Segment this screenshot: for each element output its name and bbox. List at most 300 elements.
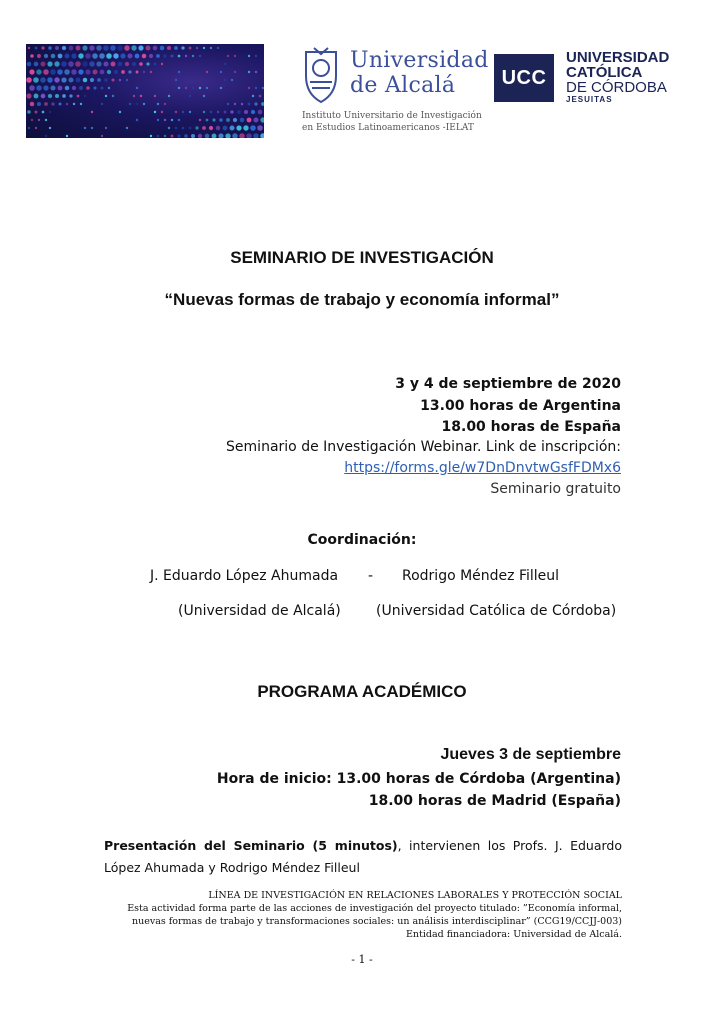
banner-dot <box>45 135 47 137</box>
banner-dot <box>203 111 205 113</box>
banner-dot <box>66 103 69 106</box>
banner-dot <box>124 45 130 51</box>
banner-dot <box>51 102 54 105</box>
banner-dot <box>89 61 94 66</box>
banner-dot <box>253 133 259 138</box>
banner-dot <box>168 127 170 129</box>
banner-dot <box>188 126 191 129</box>
banner-dot <box>248 55 250 57</box>
footer-line3: nuevas formas de trabajo y transformaciones sociales: un análisis interdisciplinar” (CCG19/CCJJ-003) <box>131 916 622 927</box>
banner-dot <box>101 103 103 105</box>
banner-dot <box>210 111 212 113</box>
banner-dot <box>234 71 236 73</box>
banner-dot <box>73 103 75 105</box>
banner-dot <box>44 54 48 58</box>
banner-dot <box>82 61 88 67</box>
banner-dot <box>220 71 222 73</box>
banner-dot <box>47 61 52 66</box>
banner-dot <box>37 102 41 106</box>
banner-dot <box>227 55 229 57</box>
time-spain: 18.00 horas de España <box>441 419 621 435</box>
banner-dot <box>167 46 171 50</box>
banner-dot <box>29 69 34 74</box>
banner-dot <box>93 70 98 75</box>
banner-dot <box>171 119 173 121</box>
banner-dot <box>43 69 48 74</box>
banner-dot <box>72 86 76 90</box>
banner-dot <box>68 77 73 82</box>
banner-dot <box>38 119 40 121</box>
banner-dot <box>35 47 38 50</box>
webinar-info: Seminario de Investigación Webinar. Link de inscripción: <box>226 439 621 455</box>
banner-dot <box>171 135 174 138</box>
program-day: Jueves 3 de septiembre <box>440 746 621 763</box>
presentation-paragraph <box>104 835 622 879</box>
banner-dot <box>133 95 135 97</box>
banner-dot <box>34 110 37 113</box>
banner-dot <box>241 103 244 106</box>
banner-dot <box>93 86 96 89</box>
banner-dot <box>240 118 245 123</box>
banner-dot <box>250 125 256 131</box>
banner-dot <box>44 102 48 106</box>
banner-dot <box>252 95 254 97</box>
banner-dot <box>191 134 195 138</box>
ucc-logo-box <box>494 54 554 102</box>
banner-dot <box>83 78 87 82</box>
footer-note <box>104 889 622 941</box>
banner-dot <box>255 71 257 73</box>
banner-dot <box>205 134 210 138</box>
banner-dot <box>216 126 220 130</box>
banner-dot <box>178 71 180 73</box>
banner-dot <box>142 54 147 59</box>
banner-dot <box>219 118 223 122</box>
banner-dot <box>57 69 63 75</box>
banner-dot <box>177 134 180 137</box>
banner-dot <box>209 126 213 130</box>
free-seminar: Seminario gratuito <box>490 481 621 497</box>
banner-dot <box>154 63 157 66</box>
banner-dot <box>233 118 237 122</box>
banner-dot <box>262 87 264 89</box>
banner-dot <box>149 54 153 58</box>
banner-dot <box>218 133 223 138</box>
banner-dot <box>107 70 111 74</box>
banner-dot <box>217 47 219 49</box>
banner-dot <box>126 79 128 81</box>
banner-dot <box>50 85 55 90</box>
banner-dot <box>157 103 159 105</box>
banner-dot <box>244 110 248 114</box>
ua-name-line1: Universidad <box>350 48 489 73</box>
banner-dot <box>189 111 191 113</box>
banner-dot <box>69 46 74 51</box>
banner-dot <box>154 95 156 97</box>
banner-dot <box>96 61 101 66</box>
ucc-line2: CATÓLICA <box>566 64 643 81</box>
banner-dot <box>47 77 53 83</box>
banner-dot <box>202 126 206 130</box>
coordinator-1: J. Eduardo López Ahumada <box>150 568 339 584</box>
program-start-argentina: Hora de inicio: 13.00 horas de Córdoba (Argentina) <box>216 771 621 787</box>
banner-dot <box>236 125 241 130</box>
registration-link[interactable]: https://forms.gle/w7DnDnvtwGsfFDMx6 <box>344 460 621 476</box>
banner-dot <box>33 77 39 83</box>
coordinator-2: Rodrigo Méndez Filleul <box>402 568 560 584</box>
banner-dot <box>143 103 145 105</box>
banner-dot <box>65 86 70 91</box>
banner-dot <box>192 55 194 57</box>
banner-dot <box>99 53 105 59</box>
banner-dot <box>161 63 163 65</box>
banner-dot <box>157 135 159 137</box>
banner-dot <box>229 125 234 130</box>
banner-dot <box>76 78 81 83</box>
banner-dot <box>126 127 128 129</box>
banner-dot <box>206 119 209 122</box>
banner-dot <box>30 54 33 57</box>
ua-name-line2: de Alcalá <box>350 73 456 98</box>
banner-dot <box>62 46 66 50</box>
banner-dot <box>261 102 264 106</box>
presentation-bold: Presentación del Seminario (5 minutos) <box>104 838 398 853</box>
banner-dot <box>181 46 184 49</box>
banner-dot <box>35 127 37 129</box>
banner-dot <box>41 94 46 99</box>
banner-dot <box>248 87 250 89</box>
banner-dot <box>91 127 93 129</box>
banner-dot <box>89 45 94 50</box>
banner-dot <box>232 133 237 138</box>
seminar-title: SEMINARIO DE INVESTIGACIÓN <box>230 248 494 267</box>
banner-dot <box>178 55 181 58</box>
banner-dot <box>31 119 33 121</box>
banner-dot <box>48 94 52 98</box>
banner-dot <box>175 127 177 129</box>
banner-dot <box>28 47 30 49</box>
banner-dot <box>255 55 257 57</box>
banner-dot <box>100 70 105 75</box>
coordinator-separator: - <box>368 568 374 584</box>
seminar-dates: 3 y 4 de septiembre de 2020 <box>395 376 621 392</box>
banner-dot <box>111 62 116 67</box>
ucc-line1: UNIVERSIDAD <box>566 49 670 66</box>
banner-dot <box>217 111 219 113</box>
banner-dot <box>160 46 164 50</box>
banner-dot <box>61 77 66 82</box>
banner-dot <box>30 102 34 106</box>
banner-dot <box>125 62 129 66</box>
banner-dot <box>34 94 39 99</box>
ua-sub-line1: Instituto Universitario de Investigación <box>302 111 482 121</box>
banner-dot <box>164 119 166 121</box>
banner-dot <box>198 134 202 138</box>
banner-dot <box>199 119 201 121</box>
banner-dot <box>253 117 258 122</box>
banner-dot <box>224 63 226 65</box>
banner-dot <box>237 110 241 114</box>
banner-dot <box>203 47 205 49</box>
banner-dot <box>259 95 262 98</box>
seminar-subtitle: “Nuevas formas de trabajo y economía informal” <box>164 290 560 309</box>
banner-dot <box>210 47 212 49</box>
banner-dot <box>27 62 31 66</box>
banner-dot <box>203 95 205 97</box>
header-banner-image <box>26 44 264 138</box>
banner-dot <box>101 135 103 137</box>
banner-dot <box>226 118 230 122</box>
banner-dot <box>69 94 72 97</box>
banner-dot <box>178 119 180 121</box>
banner-dot <box>195 126 198 129</box>
banner-dot <box>227 103 229 105</box>
banner-dot <box>234 55 236 57</box>
universidad-alcala-crest-icon <box>298 46 344 104</box>
banner-dot <box>192 87 194 89</box>
banner-dot <box>55 46 59 50</box>
banner-dot <box>185 87 187 89</box>
coordinator-2-institution: (Universidad Católica de Córdoba) <box>376 603 617 619</box>
banner-dot <box>136 119 138 121</box>
banner-dot <box>97 78 101 82</box>
banner-dot <box>85 53 91 59</box>
banner-dot <box>136 87 138 89</box>
footer-line1: LÍNEA DE INVESTIGACIÓN EN RELACIONES LABORALES Y PROTECCIÓN SOCIAL <box>208 890 622 901</box>
banner-dot <box>212 118 215 121</box>
banner-dot <box>239 133 245 138</box>
banner-dot <box>248 71 250 73</box>
banner-dot <box>92 53 98 59</box>
banner-dot <box>76 46 81 51</box>
banner-dot <box>80 103 82 105</box>
banner-dot <box>120 53 125 58</box>
banner-dot <box>258 110 263 115</box>
banner-dot <box>178 87 180 89</box>
banner-dot <box>243 125 248 130</box>
banner-dot <box>82 45 87 50</box>
banner-dot <box>185 55 187 57</box>
banner-dot <box>71 69 76 74</box>
banner-dot <box>182 127 185 130</box>
banner-dot <box>26 93 31 98</box>
banner-dot <box>78 69 83 74</box>
banner-dot <box>150 71 152 73</box>
banner-dot <box>119 79 122 82</box>
banner-dot <box>260 133 264 138</box>
ucc-line3: DE CÓRDOBA <box>566 79 667 96</box>
ucc-line4: JESUITAS <box>566 95 613 104</box>
banner-dot <box>254 102 257 105</box>
banner-dot <box>61 61 67 67</box>
banner-dot <box>64 53 69 58</box>
banner-dot <box>51 54 56 59</box>
banner-dot <box>40 77 46 83</box>
banner-dot <box>212 134 217 138</box>
banner-dot <box>136 103 138 105</box>
banner-dot <box>101 87 104 90</box>
banner-dot <box>164 135 166 137</box>
banner-dot <box>58 86 63 91</box>
banner-dot <box>36 69 41 74</box>
banner-dot <box>96 45 101 50</box>
banner-dot <box>119 111 121 113</box>
banner-dot <box>117 45 123 51</box>
banner-dot <box>45 119 47 121</box>
banner-dot <box>49 127 51 129</box>
banner-dot <box>224 111 227 114</box>
banner-dot <box>41 46 44 49</box>
program-start-spain: 18.00 horas de Madrid (España) <box>368 793 621 809</box>
banner-dot <box>175 111 177 113</box>
banner-dot <box>230 110 233 113</box>
banner-dot <box>168 95 170 97</box>
banner-dot <box>255 87 257 89</box>
banner-dot <box>257 125 263 131</box>
banner-dot <box>146 46 151 51</box>
banner-dot <box>86 86 90 90</box>
footer-line2: Esta actividad forma parte de las acciones de investigación del proyecto titulado: ”Economía informal, <box>127 903 622 914</box>
banner-dot <box>121 70 125 74</box>
banner-dot <box>150 135 152 137</box>
banner-dot <box>59 103 62 106</box>
banner-dot <box>189 47 192 50</box>
banner-dot <box>112 95 114 97</box>
banner-dot <box>223 126 228 131</box>
ielat-subtitle <box>302 110 482 134</box>
banner-dot <box>156 54 160 58</box>
banner-dot <box>103 45 109 51</box>
banner-dot <box>54 61 59 66</box>
banner-dot <box>164 103 166 105</box>
banner-dot <box>182 111 184 113</box>
ucc-abbr: UCC <box>501 66 547 89</box>
banner-dot <box>54 77 59 82</box>
banner-dot <box>111 78 114 81</box>
presentation-rest: , intervienen los Profs. J. Eduardo López Ahumada y Rodrigo Méndez Filleul <box>104 838 622 875</box>
banner-dot <box>199 87 201 89</box>
banner-dot <box>260 117 264 122</box>
banner-dot <box>199 55 201 57</box>
banner-dot <box>90 78 94 82</box>
banner-dot <box>43 85 48 90</box>
banner-dot <box>206 87 208 89</box>
banner-dot <box>103 61 108 66</box>
banner-dot <box>64 69 70 75</box>
banner-dot <box>234 103 236 105</box>
banner-dot <box>154 111 156 113</box>
page-number: - 1 - <box>351 953 373 966</box>
banner-dot <box>48 46 52 50</box>
banner-dot <box>68 61 74 67</box>
banner-dot <box>113 53 118 58</box>
banner-dot <box>91 111 93 113</box>
banner-dot <box>231 79 233 81</box>
banner-dot <box>105 95 107 97</box>
banner-dot <box>157 119 159 121</box>
banner-dot <box>128 70 131 73</box>
ucc-logo-text <box>566 50 669 105</box>
banner-dot <box>246 133 252 138</box>
banner-dot <box>131 45 136 50</box>
banner-dot <box>27 110 30 113</box>
banner-dot <box>251 110 255 114</box>
banner-dot <box>34 62 39 67</box>
banner-dot <box>50 69 56 75</box>
banner-dot <box>85 69 90 74</box>
banner-dot <box>170 54 173 57</box>
banner-dot <box>129 103 131 105</box>
banner-dot <box>77 95 80 98</box>
banner-dot <box>79 86 83 90</box>
coordination-label: Coordinación: <box>307 532 417 548</box>
banner-dot <box>118 62 123 67</box>
banner-dot <box>29 85 35 91</box>
banner-dot <box>247 118 252 123</box>
banner-dot <box>132 62 136 66</box>
banner-dot <box>174 46 178 50</box>
banner-dot <box>36 85 41 90</box>
banner-dot <box>146 62 149 65</box>
banner-dot <box>189 95 191 97</box>
banner-dot <box>84 95 86 97</box>
banner-dot <box>66 135 68 137</box>
banner-dot <box>220 87 222 89</box>
time-argentina: 13.00 horas de Argentina <box>420 398 621 414</box>
banner-dot <box>28 127 30 129</box>
banner-dot <box>175 79 177 81</box>
coordinator-1-institution: (Universidad de Alcalá) <box>178 603 341 619</box>
banner-dot <box>161 111 163 113</box>
banner-dot <box>105 127 107 129</box>
banner-dot <box>84 127 86 129</box>
banner-dot <box>206 71 208 73</box>
banner-dot <box>37 54 41 58</box>
ua-sub-line2: en Estudios Latinoamericanos -IELAT <box>302 123 474 133</box>
banner-dot <box>138 45 143 50</box>
banner-dot <box>108 87 110 89</box>
banner-dot <box>62 94 66 98</box>
banner-dot <box>71 53 76 58</box>
banner-dot <box>114 70 118 74</box>
program-title: PROGRAMA ACADÉMICO <box>257 682 467 701</box>
banner-dot <box>26 77 32 83</box>
banner-dot <box>55 94 59 98</box>
banner-dot <box>196 47 199 50</box>
banner-dot <box>139 62 143 66</box>
footer-line4: Entidad financiadora: Universidad de Alcalá. <box>405 929 622 940</box>
banner-dot <box>225 133 230 138</box>
banner-dot <box>75 61 81 67</box>
banner-dot <box>153 46 158 51</box>
banner-dot <box>224 79 226 81</box>
banner-dot <box>106 53 112 59</box>
banner-dot <box>110 45 116 51</box>
banner-dot <box>42 111 45 114</box>
banner-dot <box>58 54 63 59</box>
banner-dot <box>78 53 83 58</box>
banner-dot <box>40 61 45 66</box>
universidad-alcala-name <box>350 48 489 98</box>
banner-dot <box>49 111 51 113</box>
banner-dot <box>135 54 140 59</box>
banner-dot <box>136 71 139 74</box>
banner-dot <box>104 78 107 81</box>
banner-dot <box>248 103 251 106</box>
banner-dot <box>127 53 132 58</box>
banner-dot <box>163 54 166 57</box>
banner-dot <box>143 71 145 73</box>
